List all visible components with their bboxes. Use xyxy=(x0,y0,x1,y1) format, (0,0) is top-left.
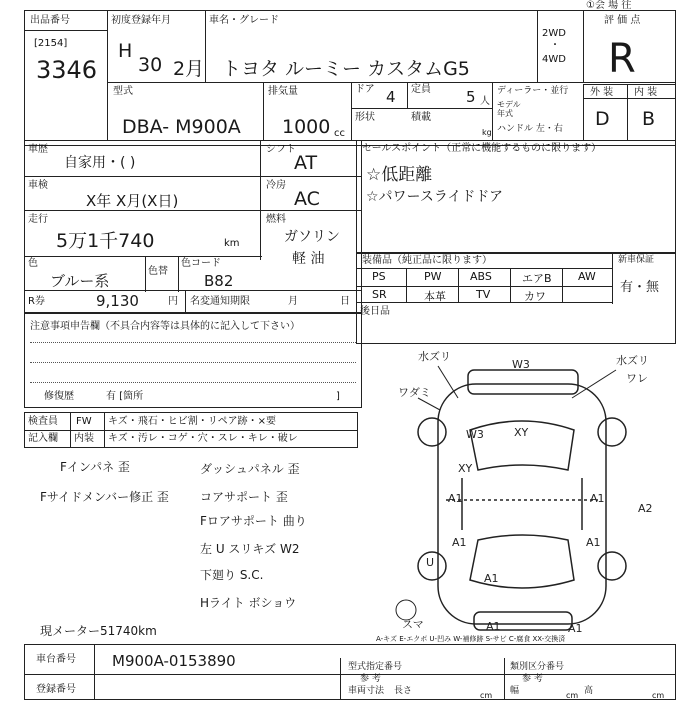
right-note-1: ダッシュパネル 歪 xyxy=(200,462,300,476)
rear-items-label: 後日品 xyxy=(360,306,390,317)
displacement-value: 1000 xyxy=(282,116,331,138)
height-cm: cm xyxy=(652,691,665,700)
mark-10: A1 xyxy=(452,536,467,549)
score-value: R xyxy=(608,36,636,82)
color-value: ブルー系 xyxy=(50,272,110,290)
mileage-label: 走行 xyxy=(28,214,48,225)
fuel-label: 燃料 xyxy=(266,214,286,225)
reg-month: 2月 xyxy=(173,58,205,80)
shape-label: 形状 xyxy=(355,112,375,123)
in-label: 内装 xyxy=(74,433,94,444)
car-name: トヨタ ルーミー カスタムG5 xyxy=(222,58,470,80)
mark-7: XY xyxy=(458,462,473,475)
ext-label: 外 装 xyxy=(590,87,614,98)
mark-6: XY xyxy=(514,426,529,439)
left-note-2: Fサイドメンバー修正 歪 xyxy=(40,490,169,504)
mark-0: 水ズリ xyxy=(418,350,451,363)
equip-leather: 本革 xyxy=(424,290,446,303)
use-value: 自家用・( ) xyxy=(64,155,136,171)
yen-unit: 円 xyxy=(168,296,178,307)
name-change-month: 月 xyxy=(288,296,298,307)
capacity-label: 定員 xyxy=(411,84,431,95)
reg-year: 30 xyxy=(138,54,163,76)
drive-2wd: 2WD xyxy=(542,28,566,39)
repair-value: 有 [箇所 xyxy=(106,391,144,402)
mark-12: A1 xyxy=(586,536,601,549)
type-cert-ref: 参 考 xyxy=(360,674,381,684)
ext-grade: D xyxy=(595,108,610,130)
color-label: 色 xyxy=(28,258,38,269)
length-dim: 長さ xyxy=(394,686,413,696)
model-year-label: モデル年式 xyxy=(497,100,521,118)
name-label: 車名・グレード xyxy=(209,15,279,26)
color-change-label: 色替 xyxy=(148,266,168,277)
ac-label: 冷房 xyxy=(266,180,286,191)
right-note-3: Fロアサポート 曲り xyxy=(200,514,307,528)
int-grade: B xyxy=(642,108,656,130)
damage-legend: A-キズ E-エクボ U-凹み W-補修跡 S-サビ C-腐食 XX-交換済 xyxy=(376,635,566,643)
int-label: 内 装 xyxy=(634,87,658,98)
model-label: 型式 xyxy=(113,86,133,97)
equip-airbag: エアB xyxy=(522,272,552,285)
mark-15: A1 xyxy=(568,622,583,635)
cc-unit: cc xyxy=(334,128,345,139)
capacity-unit: 人 xyxy=(480,96,490,107)
mark-3: ワレ xyxy=(626,372,648,385)
equip-sr: SR xyxy=(372,288,387,301)
inspection-value: X年 X月(X日) xyxy=(86,192,179,210)
equip-aw: AW xyxy=(578,270,596,283)
handle-label: ハンドル 左・右 xyxy=(497,124,563,134)
sales-item-2: ☆パワースライドドア xyxy=(366,189,504,205)
left-note-1: Fインパネ 歪 xyxy=(60,460,130,474)
shift-value: AT xyxy=(294,152,318,174)
new-car-value: 有・無 xyxy=(620,280,660,295)
first-reg-label: 初度登録年月 xyxy=(111,15,171,26)
name-change-day: 日 xyxy=(340,296,350,307)
km-unit: km xyxy=(224,238,240,249)
dealer-label: ディーラー・並行 xyxy=(497,86,569,96)
odometer-note: 現メーター51740km xyxy=(40,624,157,638)
type-cert-label: 型式指定番号 xyxy=(348,662,403,672)
doors-label: ドア xyxy=(355,84,375,95)
color-code-value: B82 xyxy=(204,272,234,290)
width-dim: 幅 xyxy=(510,686,520,696)
mark-5: W3 xyxy=(466,428,484,441)
capacity-value: 5 xyxy=(466,88,476,106)
reg-number-label: 登録番号 xyxy=(36,684,76,695)
right-note-4: 左 U スリキズ W2 xyxy=(200,542,300,556)
class-label: 類別区分番号 xyxy=(510,662,565,672)
equip-tv: TV xyxy=(476,288,491,301)
height-dim: 高 xyxy=(584,686,594,696)
load-label: 積載 xyxy=(411,112,431,123)
right-note-6: Hライト ボショウ xyxy=(200,596,297,610)
repair-close: ] xyxy=(336,391,340,402)
recycle-label: R券 xyxy=(28,296,45,307)
inspector-row-1: キズ・飛石・ヒビ割・リペア跡・×要 xyxy=(108,416,276,427)
inspector-label-2: 記入欄 xyxy=(28,433,58,444)
fuel-gasoline: ガソリン xyxy=(284,229,340,245)
mark-9: A1 xyxy=(590,492,605,505)
use-label: 車歴 xyxy=(28,144,48,155)
shift-label: シフト xyxy=(266,144,296,155)
displacement-label: 排気量 xyxy=(268,86,298,97)
model-value: DBA- M900A xyxy=(122,116,241,138)
name-change-label: 名変通知期限 xyxy=(190,296,250,307)
ac-value: AC xyxy=(294,188,320,210)
mileage-value: 5万1千740 xyxy=(56,230,155,252)
repair-label: 修復歴 xyxy=(44,391,74,402)
equipment-label: 装備品（純正品に限ります） xyxy=(362,255,492,266)
mark-1: W3 xyxy=(512,358,530,371)
inspection-label: 車検 xyxy=(28,180,48,191)
width-cm: cm xyxy=(566,691,579,700)
mark-2: 水ズリ xyxy=(616,354,649,367)
equip-pw: PW xyxy=(424,270,442,283)
length-label: 車両寸法 xyxy=(348,686,385,696)
inspector-row-2: キズ・汚レ・コゲ・穴・スレ・キレ・破レ xyxy=(108,433,298,444)
equip-ps: PS xyxy=(372,270,386,283)
mark-14: A1 xyxy=(486,620,501,633)
color-code-label: 色コード xyxy=(181,258,221,269)
mark-16: U xyxy=(426,556,435,569)
recycle-value: 9,130 xyxy=(96,292,139,310)
mark-13: A1 xyxy=(484,572,499,585)
sales-item-1: ☆低距離 xyxy=(366,165,433,185)
right-note-2: コアサポート 歪 xyxy=(200,490,288,504)
score-label: 評 価 点 xyxy=(604,15,641,26)
mark-4: ワダミ xyxy=(398,386,431,399)
venue: ①会 場 往 xyxy=(586,0,632,11)
class-ref: 参 考 xyxy=(522,674,543,684)
sales-label: セールスポイント（正常に機能するものに限ります） xyxy=(362,143,602,154)
lot-number: 3346 xyxy=(36,56,98,84)
era: H xyxy=(118,40,133,62)
mark-11: A2 xyxy=(638,502,653,515)
doors-value: 4 xyxy=(386,88,396,106)
drive-4wd: 4WD xyxy=(542,54,566,65)
lot-sub: [2154] xyxy=(34,38,68,49)
chassis-value: M900A-0153890 xyxy=(112,652,236,670)
notes-label: 注意事項申告欄（不具合内容等は具体的に記入して下さい） xyxy=(30,321,300,332)
drive-dot: ・ xyxy=(550,40,560,51)
kg-unit: kg xyxy=(482,128,492,137)
equip-kawa: カワ xyxy=(524,290,546,303)
right-note-5: 下廻り S.C. xyxy=(200,568,264,582)
length-cm: cm xyxy=(480,691,493,700)
mark-17: スマ xyxy=(402,618,424,631)
chassis-label: 車台番号 xyxy=(36,654,76,665)
new-car-label: 新車保証 xyxy=(618,255,655,265)
mark-8: A1 xyxy=(448,492,463,505)
lot-label: 出品番号 xyxy=(30,15,70,26)
equip-abs: ABS xyxy=(470,270,492,283)
fuel-diesel: 軽 油 xyxy=(292,251,325,267)
fw-label: FW xyxy=(76,416,92,427)
inspector-label-1: 検査員 xyxy=(28,416,58,427)
